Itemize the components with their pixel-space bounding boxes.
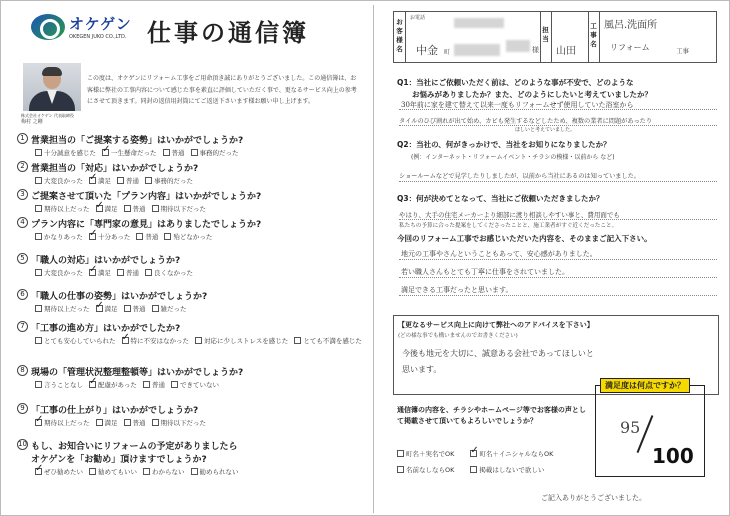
question-number: 10 (18, 440, 27, 448)
answer-option[interactable] (35, 268, 83, 277)
option-label: 事務的だった (199, 149, 239, 157)
checkbox[interactable] (124, 305, 131, 312)
option-label: 普通 (151, 381, 165, 389)
question-9 (20, 403, 206, 427)
q2-answer: ショールームなどで見学したりしましたが、以前から当社にあるのは知っていました。 (399, 173, 641, 180)
option-label: かなりあった (44, 233, 83, 241)
answer-option[interactable] (89, 232, 130, 241)
checkbox[interactable] (35, 337, 42, 344)
advice-answer-1: 今後も地元を大切に、誠意ある会社であってほしいと (402, 349, 594, 358)
checkbox[interactable] (35, 205, 42, 212)
answer-option[interactable] (35, 418, 90, 427)
question-4 (20, 217, 262, 241)
question-1 (20, 133, 244, 157)
option-label: 普通 (145, 233, 159, 241)
work-handwritten-2: リフォーム (610, 43, 650, 52)
option-label: 殆どなかった (173, 233, 213, 241)
answer-option[interactable] (143, 467, 185, 476)
question-text: 現場の「管理状況整理整頓等」はいかがでしょうか? (31, 368, 244, 378)
checkbox[interactable] (124, 205, 131, 212)
checkbox-checked[interactable] (35, 468, 42, 475)
checkbox[interactable] (145, 269, 152, 276)
checkbox-checked[interactable] (35, 419, 42, 426)
staff-handwritten: 山田 (556, 46, 576, 57)
answer-option[interactable] (96, 418, 118, 427)
redacted-phone (454, 18, 504, 28)
option-label: 配慮があった (98, 381, 137, 389)
option-label: 期待以上だった (44, 205, 90, 213)
option-label: 大変良かった (44, 177, 83, 185)
answer-option[interactable] (117, 176, 139, 185)
answer-option[interactable] (124, 204, 146, 213)
option-label: 勧められない (199, 468, 239, 476)
option-label: 期待以下だった (160, 419, 206, 427)
answer-option[interactable] (143, 380, 165, 389)
q1-answer-2: タイルのひび割れが出て始め、カビも発生するなどしたため、複数の業者に問題があったり (399, 118, 653, 125)
customer-area-handwritten: 中金 (416, 44, 438, 57)
option-label: できていない (179, 381, 219, 389)
question-number: 1 (17, 133, 28, 144)
checkbox[interactable] (152, 305, 159, 312)
answer-option[interactable] (191, 148, 239, 157)
score-max: 100 (652, 444, 694, 468)
answer-option[interactable] (89, 268, 111, 277)
q4-text: 今回のリフォーム工事でお感じいただいた内容を、そのままご記入下さい。 (397, 234, 652, 243)
answer-option[interactable] (145, 268, 193, 277)
answer-option[interactable] (124, 418, 146, 427)
checkbox-checked[interactable] (89, 269, 96, 276)
sama-label: 様 (532, 46, 539, 54)
option-label: とても不満を感じた (303, 337, 362, 345)
checkbox[interactable] (35, 269, 42, 276)
thanks-text: ご記入ありがとうございました。 (541, 494, 646, 502)
answer-option[interactable] (117, 268, 139, 277)
option-label: 特に不安はなかった (130, 337, 189, 345)
page-title: 仕事の通信簿 (147, 19, 309, 47)
checkbox[interactable] (117, 269, 124, 276)
answer-option[interactable] (102, 148, 157, 157)
work-handwritten-1: 風呂.洗面所 (604, 20, 658, 31)
checkbox[interactable] (136, 233, 143, 240)
option-label: ぜひ勧めたい (44, 468, 83, 476)
option-label: 期待以下だった (160, 205, 206, 213)
logo-name: オケゲン (69, 15, 132, 33)
customer-name-label: お客様名 (396, 18, 403, 53)
checkbox[interactable] (145, 177, 152, 184)
question-text-2: オケゲンを「お勧め」頂けますでしょうか? (31, 455, 207, 465)
answer-option[interactable] (163, 148, 185, 157)
option-label: 十分あった (97, 233, 131, 241)
question-7 (20, 321, 362, 345)
question-6 (20, 289, 208, 313)
phone-label: お電話 (410, 15, 426, 21)
checkbox-checked[interactable] (96, 305, 103, 312)
option-label: 期待以上だった (44, 419, 90, 427)
question-text: プラン内容に「専門家の意見」はありましたでしょうか? (31, 220, 262, 230)
option-label: とても安心していられた (44, 337, 116, 345)
checkbox-checked[interactable] (89, 381, 96, 388)
answer-option[interactable] (145, 176, 193, 185)
option-label: 普通 (132, 419, 146, 427)
logo-mark-icon (31, 14, 65, 40)
answer-option[interactable] (35, 232, 83, 241)
option-label: 勧めてもいい (98, 468, 137, 476)
option-label: 普通 (132, 205, 146, 213)
question-number: 7 (17, 321, 28, 332)
question-number: 5 (17, 253, 28, 264)
answer-option[interactable] (35, 336, 116, 345)
answer-option[interactable] (89, 176, 111, 185)
option-label: 普通 (171, 149, 185, 157)
option-label: 事務的だった (154, 177, 193, 185)
checkbox[interactable] (397, 466, 404, 473)
question-text: 営業担当の「対応」はいかがでしょうか? (31, 164, 199, 174)
checkbox[interactable] (191, 149, 198, 156)
option-label: 普通 (132, 305, 146, 313)
option-label: 言うことなし (44, 381, 83, 389)
q2-text: Q2：当社の、何がきっかけで、当社をお知りになりましたか？ (397, 140, 611, 149)
answer-option[interactable] (96, 204, 118, 213)
town-label: 町 (444, 49, 451, 56)
question-8 (20, 365, 244, 389)
option-label: 良くなかった (154, 269, 193, 277)
checkbox[interactable] (143, 381, 150, 388)
president-photo (23, 63, 81, 111)
q4-answer-2: 若い職人さんもとても丁寧に仕事をされていました。 (401, 268, 569, 276)
answer-option[interactable] (89, 467, 137, 476)
checkbox[interactable] (117, 177, 124, 184)
checkbox[interactable] (470, 466, 477, 473)
option-label: 期待以上だった (44, 305, 90, 313)
checkbox-checked[interactable] (470, 450, 477, 457)
advice-title: 【更なるサービス向上に向けて弊社へのアドバイスを下さい】 (398, 321, 594, 329)
question-2 (20, 161, 199, 185)
redacted-name (506, 40, 530, 52)
checkbox[interactable] (124, 419, 131, 426)
answer-option[interactable] (164, 232, 212, 241)
question-number: 6 (17, 289, 28, 300)
q1-answer-3: ほしいと考えていました。 (515, 127, 576, 133)
q4-answer-1: 地元の工事やさんということもあって、安心感がありました。 (401, 250, 597, 258)
center-divider (373, 5, 374, 513)
answer-option[interactable] (35, 304, 90, 313)
answer-option[interactable] (89, 380, 137, 389)
checkbox[interactable] (164, 233, 171, 240)
answer-option[interactable] (136, 232, 158, 241)
option-label: 一生懸命だった (111, 149, 157, 157)
q2-example: (例：インターネット・リフォームイベント・チラシの模様・以前から など) (411, 154, 615, 161)
option-label: 普通 (126, 177, 139, 185)
score-box (595, 381, 705, 477)
question-3 (20, 189, 262, 213)
checkbox[interactable] (152, 419, 159, 426)
checkbox[interactable] (96, 419, 103, 426)
question-text: 「職人の仕事の姿勢」はいかがでしょうか? (31, 292, 208, 302)
option-label: 満足 (98, 177, 111, 185)
answer-option[interactable] (191, 467, 239, 476)
redacted-address (454, 44, 500, 56)
answer-option[interactable] (35, 467, 83, 476)
option-label: 満足 (104, 419, 118, 427)
question-number: 2 (17, 161, 28, 172)
checkbox[interactable] (397, 450, 404, 457)
checkbox[interactable] (195, 337, 202, 344)
option-label: 対応に少しストレスを感じた (204, 337, 289, 345)
checkbox[interactable] (35, 177, 42, 184)
q3-answer-2: 私たちの予算に合った提案をしてくださったことと、施工業者がすぐ近くだったこと。 (399, 223, 618, 229)
option-label: 満足 (98, 269, 111, 277)
answer-option[interactable] (152, 204, 207, 213)
answer-option[interactable] (152, 304, 187, 313)
answer-option[interactable] (124, 304, 146, 313)
score-label: 満足度は何点ですか？ (600, 378, 690, 393)
checkbox-checked[interactable] (89, 177, 96, 184)
president-name: 梅村 之剛 (21, 119, 43, 125)
question-text: 「工事の仕上がり」はいかがでしょうか? (31, 406, 199, 416)
company-logo (31, 13, 132, 40)
advice-subtitle: (どの様な事でも構いませんのでお書きください) (398, 333, 518, 339)
checkbox[interactable] (35, 149, 42, 156)
publication-question: 通信簿の内容を、チラシやホームページ等でお客様の声として掲載させて頂いてもよろしいでしょうか？ (397, 406, 586, 425)
answer-option[interactable] (96, 304, 118, 313)
option-label: 満足 (104, 305, 118, 313)
question-text: もし、お知合いにリフォームの予定がありましたら (31, 442, 238, 452)
checkbox-checked[interactable] (102, 149, 109, 156)
answer-option[interactable] (171, 380, 219, 389)
pub-option-1[interactable]: 町名＋実名でOK (397, 449, 454, 458)
option-label: わからない (152, 468, 185, 476)
work-name-label: 工事名 (590, 22, 597, 48)
option-label: 大変良かった (44, 269, 83, 277)
president-title: 株式会社オケゲン 代表取締役 (21, 113, 74, 118)
checkbox[interactable] (35, 233, 42, 240)
checkbox-checked[interactable] (89, 233, 96, 240)
q3-answer-1: やはり、大手の住宅メーカーより細部に渡り相談しやすい事と、費用面でも (399, 211, 620, 219)
answer-option[interactable] (152, 418, 207, 427)
option-label: 十分誠意を感じた (44, 149, 96, 157)
checkbox[interactable] (171, 381, 178, 388)
answer-option[interactable] (35, 148, 96, 157)
question-number: 3 (17, 189, 28, 200)
work-suffix: 工事 (676, 47, 689, 55)
checkbox[interactable] (35, 381, 42, 388)
logo-english-name: OKEGEN JUKO CO.,LTD. (69, 34, 127, 40)
question-text: 「工事の進め方」はいかがでしたか? (31, 324, 181, 334)
question-number: 9 (17, 403, 28, 414)
q1-text: Q1：当社にご依頼いただく前は、どのような事が不安で、どのような (397, 78, 634, 87)
checkbox[interactable] (163, 149, 170, 156)
q3-text: Q3：何が決めてとなって、当社にご依頼いただきましたか？ (397, 194, 604, 203)
answer-option[interactable] (35, 380, 83, 389)
answer-option[interactable] (35, 176, 83, 185)
checkbox[interactable] (143, 468, 150, 475)
answer-option[interactable] (35, 204, 90, 213)
pub-option-4[interactable]: 掲載はしないで欲しい (470, 465, 544, 474)
checkbox-checked[interactable] (96, 205, 103, 212)
checkbox[interactable] (89, 468, 96, 475)
question-number: 8 (17, 365, 28, 376)
option-label: 普通 (126, 269, 139, 277)
greeting-text: この度は、オケゲンにリフォーム工事をご用命頂き誠にありがとうございました。この通信簿は、お客様に弊社の工事内容について感じた事を素直に評価していただく事で、更なるサービス向上の参考にさせて頂きます。同封の返信用封筒にてご返送下さいます様お願い申し上げます。 (87, 75, 357, 105)
option-label: 満足 (104, 205, 118, 213)
checkbox[interactable] (294, 337, 301, 344)
checkbox-checked[interactable] (122, 337, 129, 344)
answer-option[interactable] (294, 336, 362, 345)
pub-option-3[interactable]: 名前なしならOK (397, 465, 454, 474)
staff-label: 担当 (542, 26, 549, 43)
question-number: 4 (17, 217, 28, 228)
question-text: 営業担当の「ご提案する姿勢」はいかがでしょうか? (31, 136, 244, 146)
option-label: 雑だった (160, 305, 187, 313)
q1-text-2: お悩みがありましたか？また、どのようにしたいと考えていましたか？ (412, 90, 652, 99)
question-text: 「職人の対応」はいかがでしょうか? (31, 256, 181, 266)
score-handwritten: 95 (620, 418, 641, 437)
pub-option-2[interactable]: ✓ 町名＋イニシャルならOK (470, 449, 553, 458)
customer-info-table (393, 11, 717, 63)
answer-option[interactable] (195, 336, 288, 345)
q1-answer-1: 30年前に家を建て替えて以来一度もリフォームせず使用していた浴室から (401, 101, 634, 109)
checkbox[interactable] (191, 468, 198, 475)
question-5 (20, 253, 193, 277)
q4-answer-3: 満足できる工事だったと思います。 (401, 286, 513, 294)
question-text: ご提案させて頂いた「プラン内容」はいかがでしょうか? (31, 192, 262, 202)
checkbox[interactable] (152, 205, 159, 212)
question-10 (18, 439, 239, 476)
advice-answer-2: 思います。 (402, 365, 442, 374)
answer-option[interactable] (122, 336, 190, 345)
checkbox[interactable] (35, 305, 42, 312)
